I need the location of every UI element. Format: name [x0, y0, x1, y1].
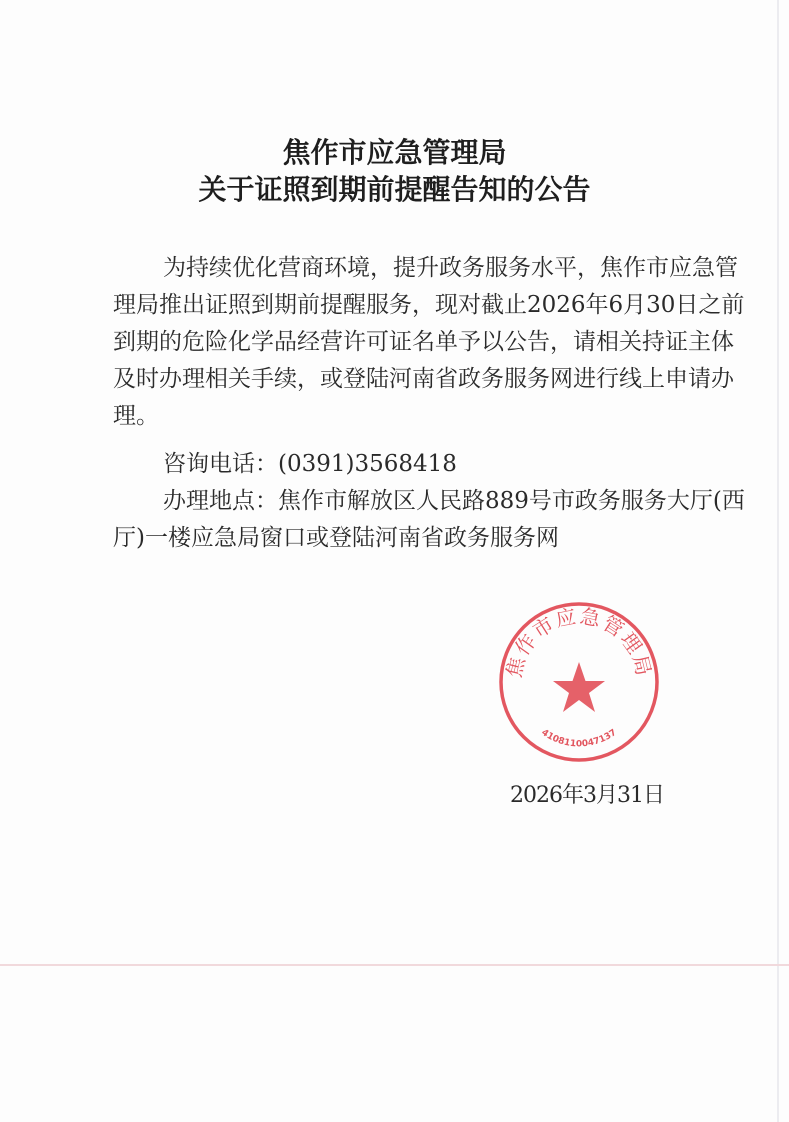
phone-line: 咨询电话：(0391)3568418	[163, 451, 457, 477]
title-line-2: 关于证照到期前提醒告知的公告	[198, 173, 591, 206]
paragraph-line: 理。	[113, 403, 159, 429]
star-icon	[553, 662, 605, 712]
title-line-1: 焦作市应急管理局	[282, 136, 507, 169]
address-line: 厅)一楼应急局窗口或登陆河南省政务服务网	[113, 525, 559, 551]
paragraph-line: 到期的危险化学品经营许可证名单予以公告，请相关持证主体	[113, 329, 734, 355]
official-seal	[497, 600, 661, 764]
paragraph-line: 理局推出证照到期前提醒服务，现对截止2026年6月30日之前	[113, 292, 745, 318]
seal-org-name: 焦作市应急管理局	[501, 603, 657, 680]
svg-text:4108110047137	[539, 728, 618, 750]
paragraph-line: 及时办理相关手续，或登陆河南省政务服务网进行线上申请办	[113, 366, 734, 392]
signature-date: 2026年3月31日	[510, 783, 664, 808]
paragraph-line: 为持续优化营商环境，提升政务服务水平，焦作市应急管	[163, 255, 738, 281]
address-line: 办理地点：焦作市解放区人民路889号市政务服务大厅(西	[163, 488, 745, 514]
seal-code: 4108110047137	[539, 727, 619, 750]
scan-fold-line	[0, 964, 789, 966]
